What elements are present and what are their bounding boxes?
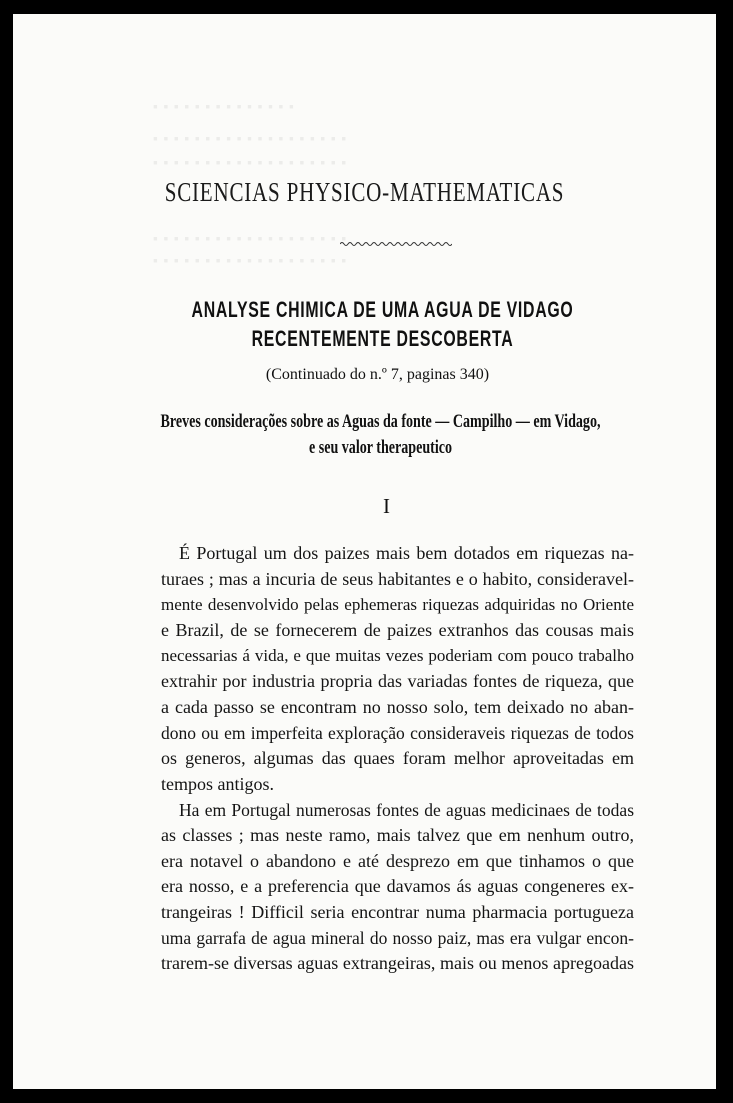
article-title-line-1: ANALYSE CHIMICA DE UMA AGUA DE VIDAGO [191, 297, 574, 322]
body-line: e Brazil, de se fornecerem de paizes extranhos das cousas mais [161, 620, 634, 640]
body-line: Ha em Portugal numerosas fontes de aguas medicinaes de todas [179, 800, 634, 820]
chapter-numeral: I [383, 494, 390, 518]
document-page [13, 14, 716, 1089]
subtitle-line-2: e seu valor therapeutico [308, 437, 453, 458]
body-line: os generos, algumas das quaes foram melhor aproveitadas em [161, 748, 634, 768]
show-through-decoration: ▪ ▪ ▪ ▪ ▪ ▪ ▪ ▪ ▪ ▪ ▪ ▪ ▪ ▪ [153, 100, 295, 115]
show-through-decoration: ▪ ▪ ▪ ▪ ▪ ▪ ▪ ▪ ▪ ▪ ▪ ▪ ▪ ▪ ▪ ▪ ▪ ▪ ▪ [153, 254, 348, 269]
body-line: dono ou em imperfeita exploração consideraveis riquezas de todos [161, 723, 634, 743]
body-line: mente desenvolvido pelas ephemeras riquezas adquiridas no Oriente [161, 595, 634, 614]
show-through-decoration: ▪ ▪ ▪ ▪ ▪ ▪ ▪ ▪ ▪ ▪ ▪ ▪ ▪ ▪ ▪ ▪ ▪ ▪ ▪ [153, 156, 348, 171]
body-line: trarem-se diversas aguas extrangeiras, mais ou menos apregoadas [161, 953, 634, 973]
body-line: uma garrafa de agua mineral do nosso paiz, mas era vulgar encon- [161, 928, 634, 948]
body-line: trangeiras ! Difficil seria encontrar numa pharmacia portugueza [161, 902, 634, 922]
continuation-note: (Continuado do n.º 7, paginas 340) [265, 366, 490, 383]
body-line: a cada passo se encontram no nosso solo, tem deixado no aban- [161, 697, 634, 717]
body-line: extrahir por industria propria das variadas fontes de riqueza, que [161, 671, 634, 691]
wavy-rule-ornament [340, 240, 452, 248]
article-title-line-2: RECENTEMENTE DESCOBERTA [251, 326, 514, 351]
body-line: as classes ; mas neste ramo, mais talvez que em nenhum outro, [161, 825, 634, 845]
body-line: tempos antigos. [161, 774, 274, 794]
body-line: turaes ; mas a incuria de seus habitantes e o habito, consideravel- [161, 569, 634, 589]
body-line: necessarias á vida, e que muitas vezes poderiam com pouco trabalho [161, 646, 634, 665]
show-through-decoration: ▪ ▪ ▪ ▪ ▪ ▪ ▪ ▪ ▪ ▪ ▪ ▪ ▪ ▪ ▪ ▪ ▪ ▪ ▪ [153, 232, 348, 247]
section-title: SCIENCIAS PHYSICO-MATHEMATICAS [164, 177, 565, 207]
body-line: era nosso, e a preferencia que davamos ás aguas congeneres ex- [161, 876, 634, 896]
body-line: É Portugal um dos paizes mais bem dotados em riquezas na- [179, 543, 634, 563]
body-line: era notavel o abandono e até desprezo em que tinhamos o que [161, 851, 634, 871]
subtitle-line-1: Breves considerações sobre as Aguas da fonte — Campilho — em Vidago, [160, 411, 601, 432]
show-through-decoration: ▪ ▪ ▪ ▪ ▪ ▪ ▪ ▪ ▪ ▪ ▪ ▪ ▪ ▪ ▪ ▪ ▪ ▪ ▪ [153, 132, 348, 147]
